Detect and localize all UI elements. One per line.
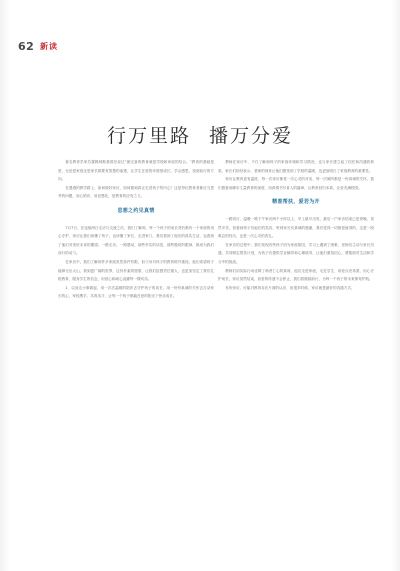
body-paragraph: 1．以身边小事做起，用一次次温暖的陪伴去守护孩子的成长，用一份份真诚的关怀去打动家长的心，家校携手，共育英才，让每一个孩子都能在爱的阳光下快乐成长。 [58, 285, 214, 299]
body-paragraph: 在家访中，我们了解到许多家庭虽然条件有限，但父母对孩子的教育格外重视，他们希望孩子能够走出大山，看到更广阔的世界，这份朴素的愿望，让我们倍感责任重大，也更加坚定了我们扎根教育、服务学生的信念，用爱心和耐心浇灌每一棵幼苗。 [58, 259, 214, 282]
section-label: 新读 [40, 42, 58, 51]
body-paragraph: 7月7日，在连续两日走访与交流之后，我们了解到，每一个孩子的成长背后都有一个家庭的用心守护，家访让我们读懂了孩子，也读懂了家长，走进家门，我们看到了他们的真实生活，也看到了他们对美好未来的期望。一路走访，一路感动，那些朴实的话语、那些殷切的眼神，都成为我们前行的动力。 [58, 225, 214, 256]
body-paragraph: 有所家访，可能对教育存在片面的认识，但很多时候，家访就是最好的沟通方式。 [225, 285, 355, 290]
section-subheading: 精准帮扶，爱若为开 [272, 199, 320, 206]
body-paragraph: 一路同行，温暖一路下午家访两个小时以上，早上最早出发，最后一户家访结束已是傍晚，虽然辛苦，但看到孩子们灿烂的笑容，听到家长们真诚的感谢，我们觉得一切都是值得的，这是一段难忘的经历，也是一次心灵的洗礼。 [218, 216, 374, 239]
body-paragraph: 在家访的过程中，我们发现有些孩子因为家庭原因，学习上遇到了困难，老师们主动与家长沟通，共同制定帮扶计划，为孩子们提供学业辅导和心理疏导，让他们重拾信心，勇敢面对生活和学习中的挑战。 [218, 242, 374, 264]
section-subheading: 思想之约见真情 [117, 207, 155, 214]
article-title: 行万里路 播万分爱 [106, 125, 294, 147]
page-number: 62 [18, 40, 35, 53]
intro-paragraph: 教师在家访中，不仅了解到孩子的家庭环境和学习情况，也与家长建立起了信任和沟通的桥梁，家长们纷纷表示，老师的到来让他们感受到了学校的温暖，也更加明白了家庭教育的重要性。 [218, 160, 374, 173]
intro-paragraph: 在漫漫的教学路上，如何做好家访，如何做到真正走进孩子的内心？这是每位教育者都应当思考的问题，用心陪伴，用爱感化，是教育的应有之义。 [58, 185, 214, 199]
intro-paragraph: 家访让教育更有温度，每一次家访都是一次心灵的对话，每一次倾听都是一份真诚的关怀，我们愿意用脚步丈量教育的深度，用真情书写育人的篇章，让教育回归本真，让爱充满校园。 [218, 177, 374, 190]
intro-paragraph: 著名教育学家苏霍姆林斯基曾经说过“最完备的教育就是学校和家庭的结合。”教育的基础是爱，无论是家庭还是家长都要有智慧的渗透，让学生在爱的环境里成长，学会感恩，找到前行的方向。 [58, 160, 214, 182]
body-paragraph: 教师们用实际行动诠释了师者仁心的真谛，他们走进家庭，走近学生，用爱点亮希望，用心守护成长，家访虽然结束，但爱的传递不会停止，我们将继续前行，为每一个孩子的未来保驾护航。 [218, 268, 374, 282]
right-column [218, 158, 374, 292]
left-column [58, 158, 214, 301]
